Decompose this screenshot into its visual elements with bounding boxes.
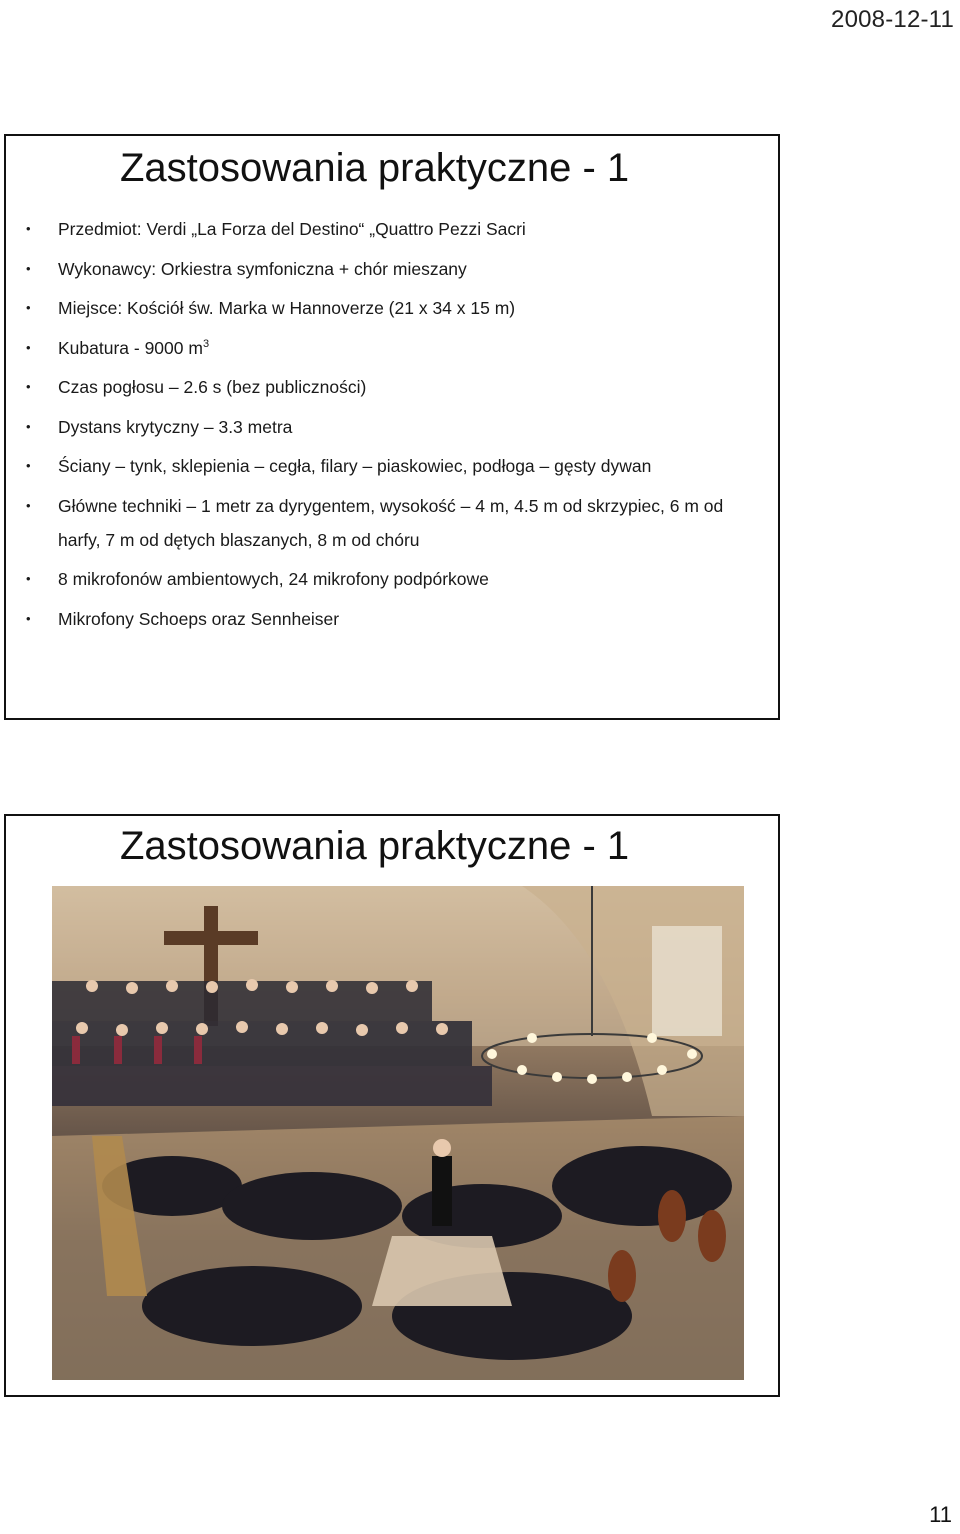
bullet-dot: • — [26, 300, 31, 315]
bullet-item: • Ściany – tynk, sklepienia – cegła, filary – piaskowiec, podłoga – gęsty dywan — [26, 449, 746, 483]
slide-1 — [4, 134, 780, 720]
bullet-dot: • — [26, 497, 31, 513]
document-date: 2008-12-11 — [831, 6, 954, 33]
bullet-item: • Główne techniki – 1 metr za dyrygentem, wysokość – 4 m, 4.5 m od skrzypiec, 6 m od harfy, 7 m od dętych blaszanych, 8 m od chóru — [26, 489, 746, 557]
bullet-item: • 8 mikrofonów ambientowych, 24 mikrofony podpórkowe — [26, 562, 746, 596]
bullet-item: • Miejsce: Kościół św. Marka w Hannoverze (21 x 34 x 15 m) — [26, 291, 746, 325]
slide-2-title: Zastosowania praktyczne - 1 — [120, 824, 630, 868]
bullet-item: • Wykonawcy: Orkiestra symfoniczna + chór mieszany — [26, 252, 746, 286]
bullet-dot: • — [26, 221, 31, 236]
exponent: 3 — [202, 337, 210, 350]
slide-1-title: Zastosowania praktyczne - 1 — [120, 146, 630, 190]
bullet-item: • Kubatura - 9000 $m^3$ — [26, 331, 746, 365]
bullet-item: • Mikrofony Schoeps oraz Sennheiser — [26, 602, 746, 636]
bullet-dot: • — [26, 379, 31, 394]
bullet-item: • Czas pogłosu – 2.6 s (bez publiczności) — [26, 370, 746, 404]
bullet-dot: • — [26, 418, 31, 434]
bullet-dot: • — [26, 458, 31, 473]
slide-2 — [4, 814, 780, 1397]
orchestra-photo — [52, 886, 744, 1380]
bullet-item: • Przedmiot: Verdi „La Forza del Destino“ „Quattro Pezzi Sacri — [26, 212, 746, 246]
bullet-dot: • — [26, 571, 31, 586]
bullet-dot: • — [26, 610, 31, 626]
orchestra-photo-illustration — [52, 886, 744, 1380]
bullet-item: • Dystans krytyczny – 3.3 metra — [26, 410, 746, 444]
slide-1-bullet-list — [26, 212, 746, 641]
bullet-dot: • — [26, 260, 31, 276]
page-number: 11 — [929, 1502, 952, 1527]
bullet-dot: • — [26, 339, 31, 355]
